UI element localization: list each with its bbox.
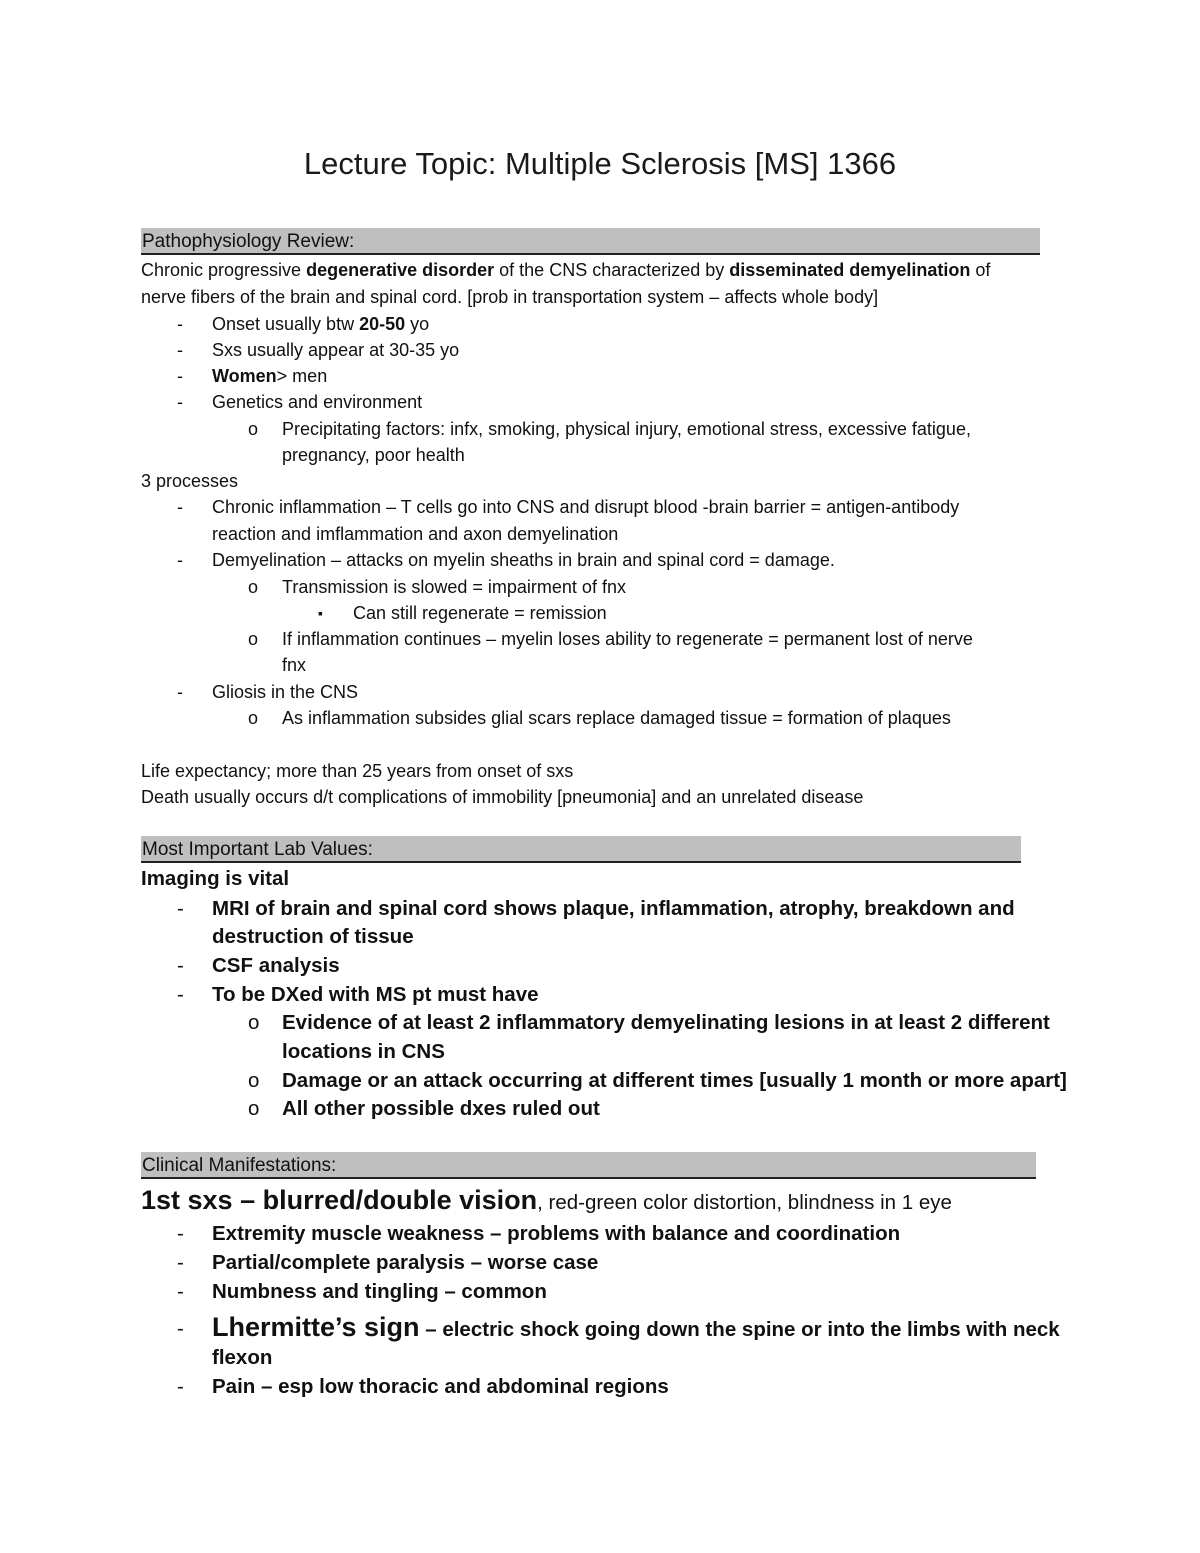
- list-item-gliosis: Gliosis in the CNS: [212, 682, 359, 702]
- dash-bullet: -: [177, 1317, 184, 1340]
- list-item-evidence: Evidence of at least 2 inflammatory demyelinating lesions in at least 2 different: [282, 1011, 1050, 1034]
- list-item-numbness: Numbness and tingling – common: [212, 1280, 547, 1303]
- list-item-weakness: Extremity muscle weakness – problems with balance and coordination: [212, 1222, 901, 1245]
- circle-bullet: o: [248, 1097, 260, 1120]
- circle-bullet: o: [248, 629, 259, 649]
- list-item-precipitating-cont: pregnancy, poor health: [282, 445, 465, 465]
- dash-bullet: -: [177, 983, 184, 1006]
- list-item-sxs-age: Sxs usually appear at 30-35 yo: [212, 340, 460, 360]
- list-item-transmission: Transmission is slowed = impairment of fnx: [282, 577, 626, 597]
- dash-bullet: -: [177, 497, 183, 517]
- dash-bullet: -: [177, 1280, 184, 1303]
- list-item-inflammation-cont: reaction and imflammation and axon demyelination: [212, 524, 619, 544]
- imaging-label: Imaging is vital: [141, 867, 290, 890]
- dash-bullet: -: [177, 1222, 184, 1245]
- death-causes: Death usually occurs d/t complications of immobility [pneumonia] and an unrelated disease: [141, 787, 864, 807]
- list-item-genetics: Genetics and environment: [212, 392, 423, 412]
- dash-bullet: -: [177, 550, 183, 570]
- list-item-regenerate: Can still regenerate = remission: [353, 603, 607, 623]
- circle-bullet: o: [248, 419, 259, 439]
- processes-label: 3 processes: [141, 471, 239, 491]
- list-item-women: Women> men: [212, 366, 328, 386]
- circle-bullet: o: [248, 1069, 260, 1092]
- intro-line-1: Chronic progressive degenerative disorder of the CNS characterized by disseminated demyelination of: [141, 260, 991, 280]
- list-item-mri: MRI of brain and spinal cord shows plaque, inflammation, atrophy, breakdown and: [212, 897, 1015, 920]
- section-header-clinical: [141, 1152, 1036, 1179]
- list-item-continues: If inflammation continues – myelin loses ability to regenerate = permanent lost of nerve: [282, 629, 973, 649]
- dash-bullet: -: [177, 392, 183, 412]
- list-item-damage: Damage or an attack occurring at different times [usually 1 month or more apart]: [282, 1069, 1067, 1092]
- list-item-scars: As inflammation subsides glial scars replace damaged tissue = formation of plaques: [282, 708, 951, 728]
- section-header-pathophysiology: [141, 228, 1040, 255]
- list-item-demyelination: Demyelination – attacks on myelin sheaths in brain and spinal cord = damage.: [212, 550, 835, 570]
- list-item-csf: CSF analysis: [212, 954, 340, 977]
- list-item-inflammation: Chronic inflammation – T cells go into CNS and disrupt blood -brain barrier = antigen-antibody: [212, 497, 960, 517]
- circle-bullet: o: [248, 708, 259, 728]
- intro-line-2: nerve fibers of the brain and spinal cord. [prob in transportation system – affects whole body]: [141, 287, 879, 307]
- dash-bullet: -: [177, 897, 184, 920]
- list-item-evidence-cont: locations in CNS: [282, 1040, 445, 1063]
- circle-bullet: o: [248, 1011, 260, 1034]
- list-item-continues-cont: fnx: [282, 655, 307, 675]
- dash-bullet: -: [177, 314, 183, 334]
- dash-bullet: -: [177, 1375, 184, 1398]
- life-expectancy: Life expectancy; more than 25 years from onset of sxs: [141, 761, 574, 781]
- dash-bullet: -: [177, 682, 183, 702]
- dash-bullet: -: [177, 366, 183, 386]
- dash-bullet: -: [177, 340, 183, 360]
- section-header-label: Pathophysiology Review:: [142, 231, 355, 252]
- dash-bullet: -: [177, 954, 184, 977]
- first-symptoms: 1st sxs – blurred/double vision, red-green color distortion, blindness in 1 eye: [141, 1185, 952, 1215]
- square-bullet: ▪: [318, 605, 323, 621]
- list-item-lhermitte-cont: flexon: [212, 1346, 273, 1369]
- list-item-paralysis: Partial/complete paralysis – worse case: [212, 1251, 599, 1274]
- list-item-ruled-out: All other possible dxes ruled out: [282, 1097, 600, 1120]
- list-item-pain: Pain – esp low thoracic and abdominal regions: [212, 1375, 669, 1398]
- section-header-lab-values: [141, 836, 1021, 863]
- list-item-dx: To be DXed with MS pt must have: [212, 983, 539, 1006]
- list-item-onset: Onset usually btw 20-50 yo: [212, 314, 430, 334]
- section-header-label: Clinical Manifestations:: [142, 1155, 337, 1176]
- dash-bullet: -: [177, 1251, 184, 1274]
- circle-bullet: o: [248, 577, 259, 597]
- section-header-label: Most Important Lab Values:: [142, 839, 373, 860]
- list-item-lhermitte: Lhermitte’s sign – electric shock going down the spine or into the limbs with neck: [212, 1312, 1060, 1342]
- list-item-mri-cont: destruction of tissue: [212, 925, 414, 948]
- list-item-precipitating: Precipitating factors: infx, smoking, physical injury, emotional stress, excessive fatigue,: [282, 419, 971, 439]
- page-title: Lecture Topic: Multiple Sclerosis [MS] 1366: [303, 146, 897, 181]
